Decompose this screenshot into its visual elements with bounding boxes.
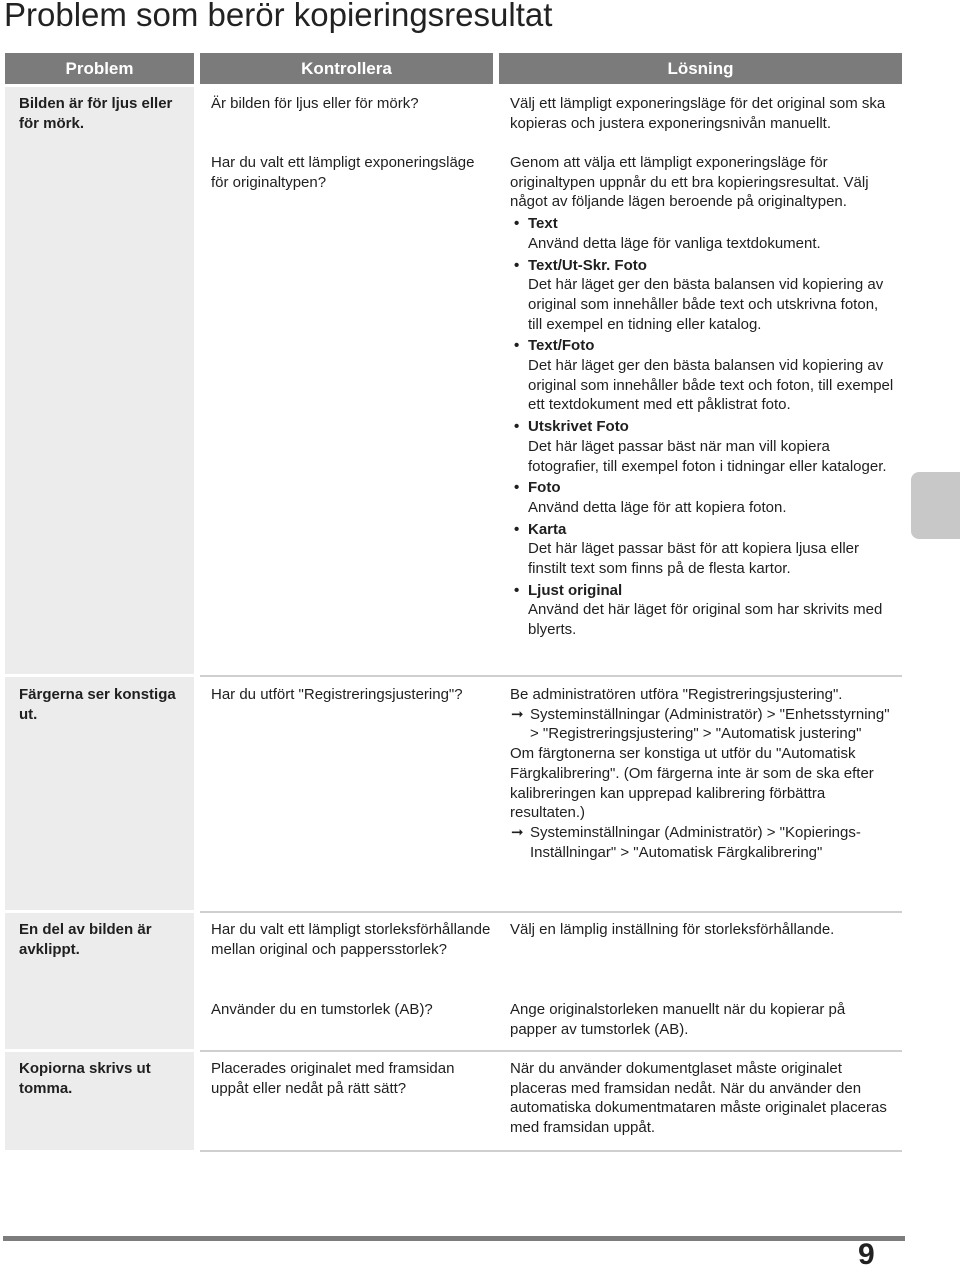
- mode-name: Text/Foto: [528, 337, 595, 355]
- problem-cell-bg-1: [5, 87, 194, 674]
- problem-text: En del av bilden är avklippt.: [19, 921, 152, 958]
- check-text: Har du valt ett lämpligt exponeringsläge för originaltypen?: [211, 154, 475, 191]
- mode-desc: Det här läget passar bäst när man vill kopiera fotografier, till exempel foton i tidningar eller kataloger.: [528, 437, 887, 475]
- mode-item: [510, 256, 895, 335]
- row-separator: [200, 675, 902, 677]
- solution-text: Om färgtonerna ser konstiga ut utför du "Automatisk Färgkalibrering". (Om färgerna inte är som de ska efter kalibreringen kan upprepad kalibrering förbättra resultaten.): [510, 745, 874, 822]
- solution-block: [510, 153, 895, 640]
- mode-item: [510, 581, 895, 640]
- solution-block: [510, 685, 895, 862]
- page-number: 9: [858, 1238, 875, 1271]
- solution-text: Välj en lämplig inställning för storleksförhållande.: [510, 921, 835, 938]
- footer-rule: [3, 1236, 905, 1241]
- problem-text: Kopiorna skrivs ut tomma.: [19, 1060, 151, 1097]
- row-separator: [200, 1050, 902, 1052]
- mode-name: Karta: [528, 520, 567, 538]
- settings-path: [510, 705, 895, 744]
- solution-text: Genom att välja ett lämpligt exponeringsläge för originaltypen uppnår du ett bra kopieringsresultat. Välj något av följande lägen beroende på originaltypen.: [510, 154, 869, 211]
- column-header-check: Kontrollera: [200, 53, 493, 84]
- check-text: Har du valt ett lämpligt storleksförhållande mellan original och pappersstorlek?: [211, 921, 491, 958]
- solution-text: När du använder dokumentglaset måste originalet placeras med framsidan nedåt. När du använder den automatiska dokumentmataren måste originalet placeras med framsidan uppåt.: [510, 1060, 887, 1137]
- check-text: Använder du en tumstorlek (AB)?: [211, 1001, 433, 1018]
- mode-item: [510, 417, 895, 476]
- mode-item: [510, 478, 895, 517]
- check-text: Har du utfört "Registreringsjustering"?: [211, 686, 463, 703]
- solution-text: Välj ett lämpligt exponeringsläge för det original som ska kopieras och justera exponeringsnivån manuellt.: [510, 95, 886, 132]
- arrow-right-icon: ➞: [511, 705, 524, 723]
- column-header-problem: Problem: [5, 53, 194, 84]
- problem-text: Färgerna ser konstiga ut.: [19, 686, 176, 723]
- mode-item: [510, 336, 895, 415]
- mode-name: Utskrivet Foto: [528, 418, 629, 436]
- mode-desc: Det här läget ger den bästa balansen vid kopiering av original som innehåller både text och foton, till exempel ett textdokument med ett påklistrat foto.: [528, 357, 894, 414]
- bullet-icon: •: [514, 520, 520, 538]
- bullet-icon: •: [514, 581, 520, 599]
- row-separator: [200, 1150, 902, 1152]
- bullet-icon: •: [514, 256, 520, 274]
- problem-text: Bilden är för ljus eller för mörk.: [19, 95, 173, 132]
- mode-name: Foto: [528, 479, 561, 497]
- check-text: Placerades originalet med framsidan uppåt eller nedåt på rätt sätt?: [211, 1060, 455, 1097]
- mode-desc: Använd detta läge för att kopiera foton.: [528, 498, 787, 516]
- mode-name: Text/Ut-Skr. Foto: [528, 256, 647, 274]
- chapter-side-tab: [911, 472, 960, 539]
- mode-desc: Det här läget ger den bästa balansen vid kopiering av original som innehåller både text och utskrivna foton, till exempel en tidning eller katalog.: [528, 276, 884, 333]
- solution-text: Ange originalstorleken manuellt när du kopierar på papper av tumstorlek (AB).: [510, 1001, 846, 1038]
- bullet-icon: •: [514, 337, 520, 355]
- mode-item: [510, 214, 895, 253]
- column-header-solution: Lösning: [499, 53, 902, 84]
- settings-path: [510, 823, 895, 862]
- check-text: Är bilden för ljus eller för mörk?: [211, 95, 419, 112]
- bullet-icon: •: [514, 215, 520, 233]
- settings-path-text: Systeminställningar (Administratör) > "Enhetsstyrning" > "Registreringsjustering" > "Automatisk justering": [530, 705, 890, 743]
- page-title: Problem som berör kopieringsresultat: [4, 0, 553, 33]
- settings-path-text: Systeminställningar (Administratör) > "Kopierings-Inställningar" > "Automatisk Färgkalibrering": [530, 823, 861, 861]
- arrow-right-icon: ➞: [511, 823, 524, 841]
- mode-item: [510, 520, 895, 579]
- row-separator: [200, 911, 902, 913]
- mode-desc: Använd det här läget för original som har skrivits med blyerts.: [528, 601, 883, 639]
- mode-desc: Använd detta läge för vanliga textdokument.: [528, 234, 821, 252]
- bullet-icon: •: [514, 418, 520, 436]
- solution-text: Be administratören utföra "Registreringsjustering".: [510, 686, 843, 703]
- bullet-icon: •: [514, 479, 520, 497]
- mode-name: Text: [528, 215, 558, 233]
- mode-desc: Det här läget passar bäst för att kopiera ljusa eller finstilt text som finns på de flesta kartor.: [528, 540, 860, 578]
- mode-name: Ljust original: [528, 581, 623, 599]
